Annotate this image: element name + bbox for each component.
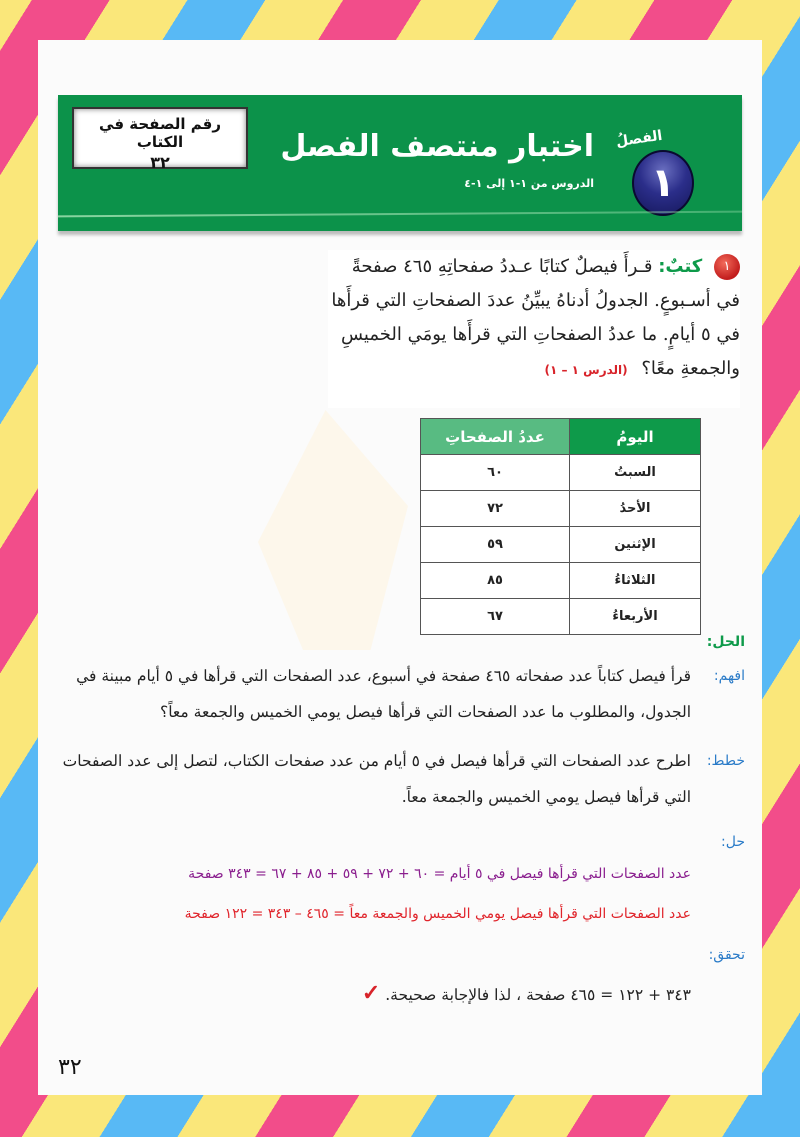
cell-day: الأربعاءُ — [570, 599, 701, 635]
page-reference-box — [72, 107, 248, 172]
table-row — [421, 599, 701, 635]
cell-pages: ٥٩ — [421, 527, 570, 563]
understand-label: افهم: — [713, 668, 745, 684]
solve-equation-difference: عدد الصفحات التي قرأها فيصل يومي الخميس والجمعة معاً = ٤٦٥ – ٣٤٣ = ١٢٢ صفحة — [184, 906, 691, 922]
cell-day: الإثنين — [570, 527, 701, 563]
lesson-reference: (الدرس ١ – ١) — [544, 363, 628, 377]
header-pages: عددُ الصفحاتِ — [421, 419, 570, 455]
plan-section — [55, 743, 745, 815]
table-row — [421, 491, 701, 527]
solve-line-1 — [55, 866, 745, 882]
cell-day: السبتُ — [570, 455, 701, 491]
table-row — [421, 563, 701, 599]
question-block — [328, 250, 740, 408]
cell-pages: ٨٥ — [421, 563, 570, 599]
chapter-number-badge: ١ — [632, 150, 694, 216]
check-label-row — [55, 945, 745, 963]
cell-day: الأحدُ — [570, 491, 701, 527]
cell-pages: ٦٠ — [421, 455, 570, 491]
page-title: اختبار منتصف الفصل — [280, 129, 594, 164]
cell-pages: ٧٢ — [421, 491, 570, 527]
pages-table — [420, 418, 701, 635]
page-number: ٣٢ — [58, 1055, 82, 1080]
solve-equation-sum: عدد الصفحات التي قرأها فيصل في ٥ أيام = ٦٠ + ٧٢ + ٥٩ + ٨٥ + ٦٧ = ٣٤٣ صفحة — [188, 866, 691, 882]
question-text: قـرأَ فيصلٌ كتابًا عـددُ صفحاتِهِ ٤٦٥ صفحةً في أسـبوعٍ. الجدولُ أدناهُ يبيِّنُ عددَ الصفحاتِ التي قرأَها في ٥ أيامٍ. ما عددُ الصفحاتِ التي قرأَها يومَي الخميسِ والجمعةِ معًا؟ — [331, 256, 740, 379]
understand-section — [55, 658, 745, 730]
question-label: كتبٌ: — [658, 256, 703, 277]
question-number-icon: ١ — [714, 254, 740, 280]
chapter-word: الفصلُ — [615, 127, 664, 151]
solution-heading: الحل: — [706, 634, 745, 650]
table-header-row — [421, 419, 701, 455]
page-reference-number: ٣٢ — [150, 153, 170, 172]
check-line — [55, 980, 745, 1006]
chapter-banner — [58, 95, 742, 231]
plan-text: اطرح عدد الصفحات التي قرأها فيصل في ٥ أيام من عدد صفحات الكتاب، لتصل إلى عدد الصفحات التي قرأها فيصل يومي الخميس والجمعة معاً. — [62, 752, 691, 806]
page-reference-label: رقم الصفحة في الكتاب — [99, 115, 221, 151]
cell-pages: ٦٧ — [421, 599, 570, 635]
plan-label: خطط: — [706, 753, 745, 769]
solve-label: حل: — [721, 834, 745, 850]
understand-text: قرأ فيصل كتاباً عدد صفحاته ٤٦٥ صفحة في أسبوع، عدد الصفحات التي قرأها في ٥ أيام مبينة في الجدول، والمطلوب ما عدد الصفحات التي قرأها فيصل يومي الخميس والجمعة معاً؟ — [76, 667, 691, 721]
table-row — [421, 455, 701, 491]
cell-day: الثلاثاءُ — [570, 563, 701, 599]
check-label: تحقق: — [708, 947, 745, 963]
solve-line-2 — [55, 906, 745, 922]
solve-label-row — [55, 832, 745, 850]
check-text: ٣٤٣ + ١٢٢ = ٤٦٥ صفحة ، لذا فالإجابة صحيحة. — [385, 986, 691, 1004]
checkmark-icon: ✓ — [361, 980, 381, 1006]
table-row — [421, 527, 701, 563]
solution-heading-row — [55, 632, 745, 650]
page-subtitle: الدروس من ١-١ إلى ١-٤ — [464, 177, 594, 190]
header-day: اليومُ — [570, 419, 701, 455]
